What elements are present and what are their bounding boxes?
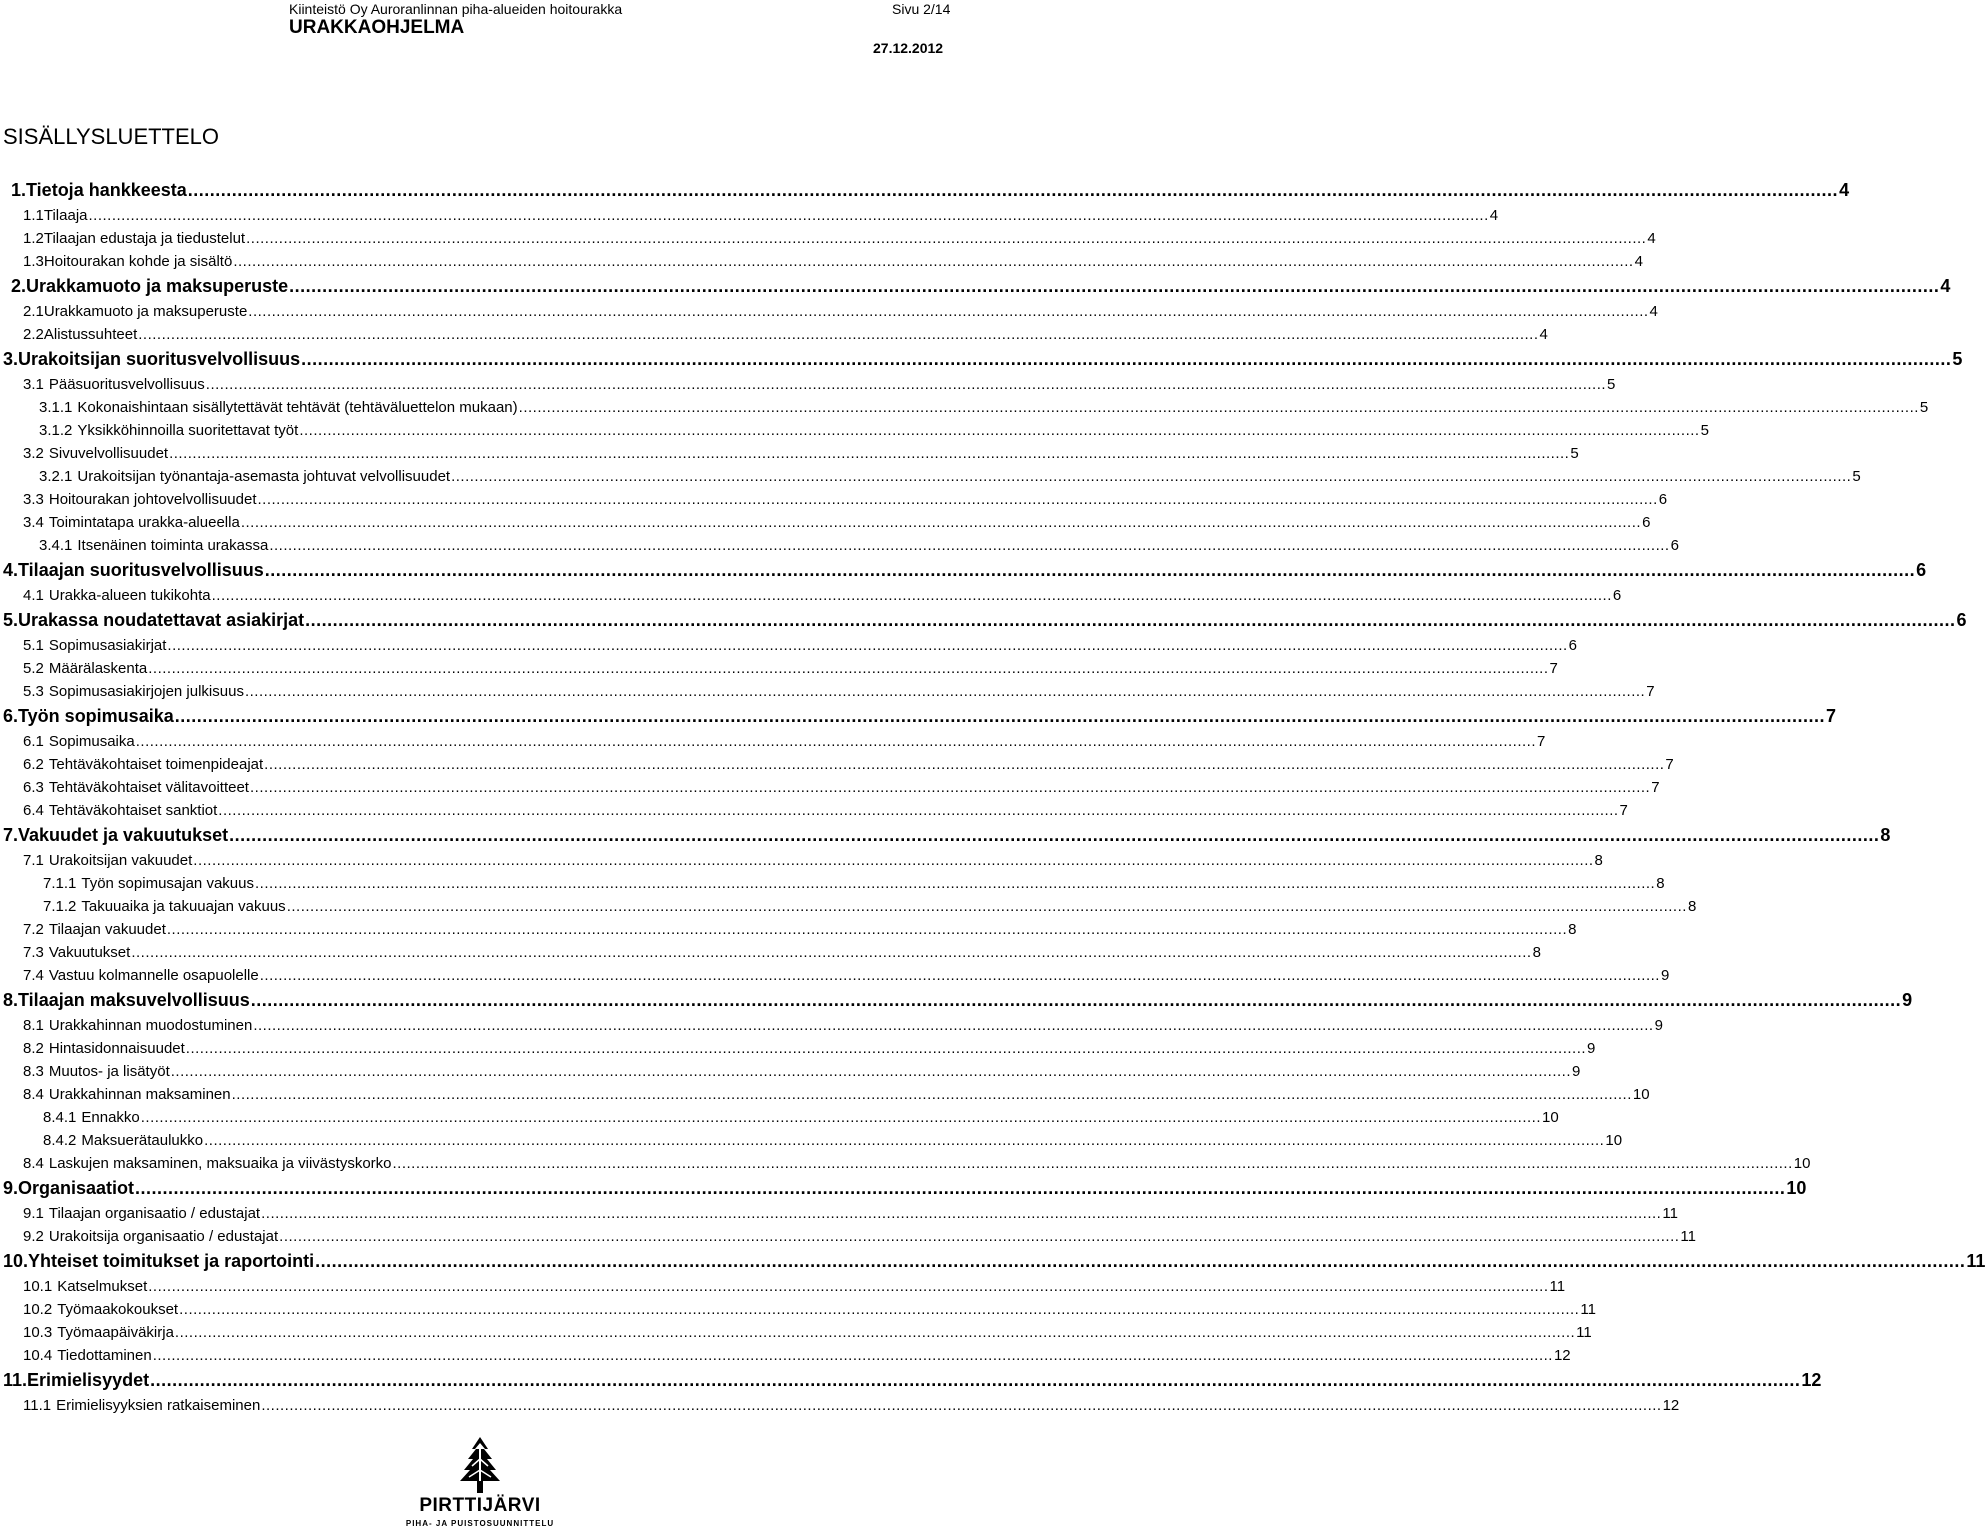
toc-entry-page: 9: [1654, 1017, 1663, 1034]
toc-entry-number: 3.4: [23, 514, 44, 531]
toc-entry-number: 7.3: [23, 944, 44, 961]
toc-dot-leader: ............................................................................................................................................................................................................................................................................................................: [392, 1155, 1793, 1172]
toc-entry-page: 8: [1880, 825, 1891, 845]
toc-dot-leader: ............................................................................................................................................................................................................................................................................................................: [246, 230, 1647, 247]
toc-entry-text: Yhteiset toimitukset ja raportointi: [28, 1251, 315, 1271]
toc-dot-leader: ............................................................................................................................................................................................................................................................................................................: [185, 1040, 1587, 1057]
toc-entry-page: 4: [1489, 207, 1499, 224]
toc-entry-text: Urakkahinnan maksaminen: [48, 1086, 231, 1103]
toc-entry-number: 5.2: [23, 660, 44, 677]
toc-entry[interactable]: [3, 348, 1963, 370]
toc-entry[interactable]: [23, 659, 1558, 678]
header-date: 27.12.2012: [873, 40, 944, 56]
toc-entry-text: Tilaajan maksuvelvollisuus: [18, 990, 250, 1010]
toc-entry-text: Työn sopimusajan vakuus: [81, 875, 254, 892]
toc-entry[interactable]: [3, 989, 1913, 1011]
company-logo: [400, 1435, 560, 1531]
toc-dot-leader: ............................................................................................................................................................................................................................................................................................................: [264, 560, 1916, 580]
toc-dot-leader: ............................................................................................................................................................................................................................................................................................................: [179, 1301, 1580, 1318]
toc-entry-text: Maksuerätaulukko: [81, 1132, 204, 1149]
toc-entry-page: 12: [1662, 1397, 1680, 1414]
toc-entry-number: 6.4: [23, 802, 44, 819]
toc-dot-leader: ............................................................................................................................................................................................................................................................................................................: [253, 1017, 1654, 1034]
toc-entry-number: 3.: [3, 349, 19, 369]
toc-entry[interactable]: [23, 513, 1651, 532]
toc-entry-page: 4: [1649, 303, 1658, 320]
toc-dot-leader: ............................................................................................................................................................................................................................................................................................................: [254, 875, 1656, 892]
toc-entry[interactable]: [43, 897, 1697, 916]
toc-entry-number: 8.4.2: [43, 1132, 77, 1149]
toc-entry-text: Takuuaika ja takuuajan vakuus: [81, 898, 286, 915]
toc-entry-page: 5: [1952, 349, 1963, 369]
toc-entry-text: Sivuvelvollisuudet: [48, 445, 169, 462]
header-page-number: Sivu 2/14: [892, 1, 951, 17]
toc-entry-page: 8: [1594, 852, 1603, 869]
toc-entry[interactable]: [23, 1300, 1596, 1319]
toc-entry-number: 6.3: [23, 779, 44, 796]
toc-entry[interactable]: [23, 1396, 1680, 1415]
toc-dot-leader: ............................................................................................................................................................................................................................................................................................................: [301, 349, 1952, 369]
toc-dot-leader: ............................................................................................................................................................................................................................................................................................................: [169, 445, 1570, 462]
toc-entry[interactable]: [23, 1227, 1696, 1246]
toc-entry-page: 10: [1542, 1109, 1559, 1126]
toc-entry-page: 7: [1826, 706, 1837, 726]
toc-entry[interactable]: [43, 874, 1665, 893]
toc-entry-page: 7: [1619, 802, 1628, 819]
toc-entry-number: 8.: [3, 990, 19, 1010]
toc-entry-text: Urakoitsijan vakuudet: [48, 852, 193, 869]
toc-entry-number: 8.4: [23, 1155, 44, 1172]
toc-entry-text: Tehtäväkohtaiset sanktiot: [48, 802, 218, 819]
toc-entry-page: 6: [1670, 537, 1679, 554]
toc-entry-number: 6.2: [23, 756, 44, 773]
toc-entry-number: 4.1: [23, 587, 44, 604]
toc-entry[interactable]: [23, 586, 1622, 605]
toc-entry-text: Laskujen maksaminen, maksuaika ja viivästyskorko: [48, 1155, 392, 1172]
toc-dot-leader: ............................................................................................................................................................................................................................................................................................................: [518, 399, 1919, 416]
toc-entry[interactable]: [11, 179, 1850, 201]
toc-entry-page: 5: [1852, 468, 1861, 485]
toc-entry-page: 6: [1568, 637, 1577, 654]
toc-entry[interactable]: [3, 609, 1967, 631]
toc-entry-page: 8: [1687, 898, 1697, 915]
toc-entry-number: 8.3: [23, 1063, 44, 1080]
toc-entry-number: 4.: [3, 560, 19, 580]
toc-entry-page: 4: [1647, 230, 1656, 247]
toc-entry-page: 8: [1656, 875, 1665, 892]
toc-entry-page: 7: [1537, 733, 1546, 750]
toc-entry-number: 7.4: [23, 967, 44, 984]
toc-entry-text: Sopimusasiakirjat: [48, 637, 167, 654]
toc-entry-page: 4: [1634, 253, 1643, 270]
toc-entry[interactable]: [23, 851, 1603, 870]
toc-dot-leader: ............................................................................................................................................................................................................................................................................................................: [135, 733, 1536, 750]
toc-entry-page: 11: [1662, 1205, 1678, 1222]
toc-entry-text: Tilaajan edustaja ja tiedustelut: [43, 230, 246, 247]
toc-dot-leader: ............................................................................................................................................................................................................................................................................................................: [150, 1370, 1801, 1390]
toc-dot-leader: ............................................................................................................................................................................................................................................................................................................: [286, 898, 1687, 915]
toc-entry[interactable]: [3, 1369, 1822, 1391]
toc-entry-text: Urakoitsija organisaatio / edustajat: [48, 1228, 279, 1245]
toc-entry[interactable]: [23, 1016, 1663, 1035]
toc-dot-leader: ............................................................................................................................................................................................................................................................................................................: [279, 1228, 1680, 1245]
toc-entry-text: Tilaajan vakuudet: [48, 921, 166, 938]
toc-entry-page: 6: [1658, 491, 1668, 508]
toc-entry-page: 9: [1902, 990, 1913, 1010]
toc-entry[interactable]: [23, 1204, 1678, 1223]
toc-dot-leader: ............................................................................................................................................................................................................................................................................................................: [167, 637, 1568, 654]
toc-entry-page: 5: [1700, 422, 1709, 439]
toc-entry-number: 3.2.1: [39, 468, 73, 485]
toc-dot-leader: ............................................................................................................................................................................................................................................................................................................: [315, 1251, 1966, 1271]
toc-entry-number: 2.: [11, 276, 27, 296]
toc-entry-page: 7: [1646, 683, 1655, 700]
toc-entry-text: Ennakko: [81, 1109, 140, 1126]
toc-entry-text: Urakkamuoto ja maksuperuste: [26, 276, 289, 296]
toc-entry-number: 3.3: [23, 491, 44, 508]
toc-entry-page: 7: [1549, 660, 1558, 677]
toc-entry-number: 2.2: [23, 326, 44, 343]
toc-entry[interactable]: [23, 325, 1548, 344]
toc-entry[interactable]: [23, 444, 1579, 463]
header-program-title: URAKKAOHJELMA: [289, 17, 465, 38]
toc-entry[interactable]: [23, 1062, 1581, 1081]
toc-entry-number: 7.: [3, 825, 19, 845]
toc-entry[interactable]: [43, 1131, 1623, 1150]
toc-entry-text: Vakuudet ja vakuutukset: [18, 825, 229, 845]
toc-entry-page: 6: [1642, 514, 1651, 531]
toc-entry[interactable]: [39, 467, 1861, 486]
toc-dot-leader: ............................................................................................................................................................................................................................................................................................................: [451, 468, 1852, 485]
toc-dot-leader: ............................................................................................................................................................................................................................................................................................................: [248, 303, 1649, 320]
toc-entry[interactable]: [23, 682, 1655, 701]
toc-entry-number: 7.1.2: [43, 898, 77, 915]
toc-dot-leader: ............................................................................................................................................................................................................................................................................................................: [135, 1178, 1786, 1198]
toc-entry-text: Tilaajan organisaatio / edustajat: [48, 1205, 261, 1222]
toc-dot-leader: ............................................................................................................................................................................................................................................................................................................: [148, 660, 1549, 677]
toc-entry-page: 9: [1660, 967, 1670, 984]
toc-entry-page: 6: [1956, 610, 1967, 630]
toc-entry-page: 11: [1680, 1228, 1696, 1245]
toc-entry-number: 8.4: [23, 1086, 44, 1103]
toc-dot-leader: ............................................................................................................................................................................................................................................................................................................: [218, 802, 1619, 819]
toc-entry-text: Pääsuoritusvelvollisuus: [48, 376, 205, 393]
toc-entry[interactable]: [3, 1177, 1807, 1199]
toc-entry[interactable]: [23, 252, 1643, 271]
logo-name: PIRTTIJÄRVI: [419, 1495, 541, 1516]
toc-entry-page: 4: [1940, 276, 1951, 296]
toc-entry-text: Tilaaja: [43, 207, 88, 224]
toc-entry-number: 9.1: [23, 1205, 44, 1222]
toc-entry-page: 4: [1839, 180, 1850, 200]
toc-dot-leader: ............................................................................................................................................................................................................................................................................................................: [148, 1278, 1549, 1295]
toc-entry-text: Hintasidonnaisuudet: [48, 1040, 185, 1057]
toc-entry[interactable]: [39, 536, 1679, 555]
toc-dot-leader: ............................................................................................................................................................................................................................................................................................................: [174, 1324, 1576, 1341]
toc-entry-text: Työmaapäiväkirja: [57, 1324, 174, 1341]
toc-entry-text: Alistussuhteet: [43, 326, 138, 343]
toc-dot-leader: ............................................................................................................................................................................................................................................................................................................: [138, 326, 1539, 343]
toc-entry-number: 8.4.1: [43, 1109, 77, 1126]
toc-dot-leader: ............................................................................................................................................................................................................................................................................................................: [174, 706, 1826, 726]
toc-dot-leader: ............................................................................................................................................................................................................................................................................................................: [269, 537, 1670, 554]
toc-dot-leader: ............................................................................................................................................................................................................................................................................................................: [261, 1397, 1662, 1414]
header-company: Kiinteistö Oy Auroranlinnan piha-alueiden hoitourakka: [289, 1, 623, 17]
toc-entry[interactable]: [3, 559, 1927, 581]
toc-title: SISÄLLYSLUETTELO: [3, 124, 220, 149]
toc-entry[interactable]: [3, 1250, 1985, 1272]
toc-entry[interactable]: [23, 778, 1660, 797]
toc-entry-number: 10.1: [23, 1278, 53, 1295]
toc-dot-leader: ............................................................................................................................................................................................................................................................................................................: [257, 491, 1658, 508]
toc-entry-page: 7: [1665, 756, 1674, 773]
toc-dot-leader: ............................................................................................................................................................................................................................................................................................................: [289, 276, 1940, 296]
toc-dot-leader: ............................................................................................................................................................................................................................................................................................................: [240, 514, 1642, 531]
toc-entry-number: 7.2: [23, 921, 44, 938]
toc-dot-leader: ............................................................................................................................................................................................................................................................................................................: [211, 587, 1612, 604]
toc-entry-page: 5: [1607, 376, 1616, 393]
toc-entry-page: 10: [1793, 1155, 1811, 1172]
toc-entry[interactable]: [23, 206, 1499, 225]
toc-entry-number: 1.2: [23, 230, 44, 247]
toc-entry-number: 9.2: [23, 1228, 44, 1245]
toc-entry-page: 5: [1570, 445, 1579, 462]
toc-dot-leader: ............................................................................................................................................................................................................................................................................................................: [259, 967, 1660, 984]
toc-entry-number: 3.4.1: [39, 537, 73, 554]
toc-entry-page: 10: [1786, 1178, 1807, 1198]
toc-entry[interactable]: [23, 1039, 1596, 1058]
toc-entry-page: 10: [1632, 1086, 1650, 1103]
toc-dot-leader: ............................................................................................................................................................................................................................................................................................................: [261, 1205, 1662, 1222]
toc-entry-page: 4: [1539, 326, 1548, 343]
toc-entry[interactable]: [23, 490, 1668, 509]
toc-entry-number: 3.2: [23, 445, 44, 462]
logo-subtitle: PIHA- JA PUISTOSUUNNITTELU: [405, 1519, 555, 1528]
toc-entry[interactable]: [23, 375, 1616, 394]
toc-entry-text: Sopimusaika: [48, 733, 135, 750]
toc-entry-page: 7: [1651, 779, 1660, 796]
toc-dot-leader: ............................................................................................................................................................................................................................................................................................................: [250, 990, 1902, 1010]
toc-entry[interactable]: [3, 824, 1891, 846]
toc-entry-page: 6: [1916, 560, 1927, 580]
toc-entry-number: 2.1: [23, 303, 44, 320]
toc-entry-number: 1.3: [23, 253, 44, 270]
toc-dot-leader: ............................................................................................................................................................................................................................................................................................................: [166, 921, 1568, 938]
toc-entry[interactable]: [39, 398, 1929, 417]
toc-entry-number: 7.1: [23, 852, 44, 869]
toc-entry-page: 11: [1576, 1324, 1592, 1341]
toc-entry-text: Erimielisyydet: [27, 1370, 150, 1390]
toc-entry-page: 10: [1605, 1132, 1623, 1149]
toc-dot-leader: ............................................................................................................................................................................................................................................................................................................: [305, 610, 1956, 630]
toc-entry[interactable]: [23, 1346, 1571, 1365]
toc-entry-page: 12: [1553, 1347, 1571, 1364]
toc-entry-page: 12: [1801, 1370, 1822, 1390]
toc-entry-number: 7.1.1: [43, 875, 77, 892]
toc-entry[interactable]: [23, 1277, 1566, 1296]
toc-entry-number: 10.3: [23, 1324, 53, 1341]
toc-entry[interactable]: [23, 943, 1541, 962]
toc-entry-page: 8: [1568, 921, 1577, 938]
toc-entry-page: 9: [1572, 1063, 1581, 1080]
toc-entry[interactable]: [23, 966, 1670, 985]
spruce-tree-icon: [400, 1435, 560, 1495]
toc-entry-text: Hoitourakan kohde ja sisältö: [43, 253, 233, 270]
toc-entry-page: 8: [1532, 944, 1541, 961]
toc-entry-number: 5.1: [23, 637, 44, 654]
toc-entry-text: Urakassa noudatettavat asiakirjat: [18, 610, 305, 630]
toc-entry[interactable]: [23, 755, 1674, 774]
toc-entry-number: 6.1: [23, 733, 44, 750]
toc-dot-leader: ............................................................................................................................................................................................................................................................................................................: [249, 779, 1651, 796]
toc-entry-page: 11: [1966, 1251, 1985, 1271]
toc-entry-number: 10.: [3, 1251, 29, 1271]
toc-dot-leader: ............................................................................................................................................................................................................................................................................................................: [233, 253, 1634, 270]
toc-dot-leader: ............................................................................................................................................................................................................................................................................................................: [264, 756, 1665, 773]
toc-entry-number: 11.1: [23, 1397, 52, 1414]
toc-entry-number: 1.1: [23, 207, 44, 224]
toc-dot-leader: ............................................................................................................................................................................................................................................................................................................: [131, 944, 1532, 961]
toc-entry-text: Urakkamuoto ja maksuperuste: [43, 303, 248, 320]
toc-entry[interactable]: [23, 801, 1628, 820]
toc-entry-page: 6: [1612, 587, 1622, 604]
toc-entry-number: 10.2: [23, 1301, 53, 1318]
toc-entry-text: Määrälaskenta: [48, 660, 148, 677]
toc-entry[interactable]: [23, 1085, 1650, 1104]
toc-entry[interactable]: [3, 705, 1837, 727]
toc-entry[interactable]: [23, 732, 1546, 751]
toc-entry-text: Yksikköhinnoilla suoritettavat työt: [77, 422, 299, 439]
toc-entry-page: 9: [1587, 1040, 1596, 1057]
toc-entry-text: Tiedottaminen: [57, 1347, 152, 1364]
toc-entry-number: 8.1: [23, 1017, 44, 1034]
toc-entry-text: Työmaakokoukset: [57, 1301, 179, 1318]
toc-entry-text: Kokonaishintaan sisällytettävät tehtävät (tehtäväluettelon mukaan): [77, 399, 518, 416]
toc-dot-leader: ............................................................................................................................................................................................................................................................................................................: [170, 1063, 1571, 1080]
toc-entry-page: 5: [1919, 399, 1929, 416]
toc-entry-text: Itsenäinen toiminta urakassa: [77, 537, 269, 554]
toc-entry-text: Urakkahinnan muodostuminen: [48, 1017, 253, 1034]
toc-dot-leader: ............................................................................................................................................................................................................................................................................................................: [205, 376, 1607, 393]
toc-dot-leader: ............................................................................................................................................................................................................................................................................................................: [152, 1347, 1553, 1364]
toc-dot-leader: ............................................................................................................................................................................................................................................................................................................: [231, 1086, 1632, 1103]
toc-dot-leader: ............................................................................................................................................................................................................................................................................................................: [140, 1109, 1541, 1126]
toc-dot-leader: ............................................................................................................................................................................................................................................................................................................: [244, 683, 1646, 700]
toc-dot-leader: ............................................................................................................................................................................................................................................................................................................: [187, 180, 1839, 200]
toc-entry[interactable]: [23, 302, 1658, 321]
toc-entry[interactable]: [23, 229, 1656, 248]
toc-entry-number: 3.1.2: [39, 422, 73, 439]
toc-dot-leader: ............................................................................................................................................................................................................................................................................................................: [204, 1132, 1605, 1149]
toc-entry-number: 6.: [3, 706, 19, 726]
toc-entry[interactable]: [39, 421, 1709, 440]
toc-dot-leader: ............................................................................................................................................................................................................................................................................................................: [193, 852, 1594, 869]
toc-entry-text: Organisaatiot: [18, 1178, 135, 1198]
toc-entry-number: 1.: [11, 180, 27, 200]
toc-entry-number: 5.: [3, 610, 19, 630]
toc-entry-text: Tehtäväkohtaiset toimenpideajat: [48, 756, 264, 773]
toc-entry[interactable]: [23, 636, 1577, 655]
toc-entry-text: Vakuutukset: [48, 944, 131, 961]
toc-dot-leader: ............................................................................................................................................................................................................................................................................................................: [229, 825, 1880, 845]
toc-entry-text: Toimintatapa urakka-alueella: [48, 514, 240, 531]
toc-entry-text: Vastuu kolmannelle osapuolelle: [48, 967, 259, 984]
toc-dot-leader: ............................................................................................................................................................................................................................................................................................................: [88, 207, 1489, 224]
toc-entry-text: Sopimusasiakirjojen julkisuus: [48, 683, 244, 700]
toc-entry-number: 3.1: [23, 376, 44, 393]
toc-dot-leader: ............................................................................................................................................................................................................................................................................................................: [299, 422, 1700, 439]
toc-entry-text: Tietoja hankkeesta: [26, 180, 187, 200]
toc-entry-number: 8.2: [23, 1040, 44, 1057]
toc-entry-text: Työn sopimusaika: [18, 706, 174, 726]
toc-entry[interactable]: [11, 275, 1951, 297]
toc-entry-number: 11.: [3, 1370, 28, 1390]
toc-entry-text: Urakoitsijan suoritusvelvollisuus: [18, 349, 301, 369]
toc-entry-text: Urakoitsijan työnantaja-asemasta johtuvat velvollisuudet: [77, 468, 451, 485]
toc-entry-text: Hoitourakan johtovelvollisuudet: [48, 491, 257, 508]
toc-entry-number: 3.1.1: [39, 399, 73, 416]
toc-entry-text: Urakka-alueen tukikohta: [48, 587, 211, 604]
toc-entry-text: Katselmukset: [57, 1278, 148, 1295]
toc-entry[interactable]: [23, 920, 1577, 939]
toc-entry-text: Muutos- ja lisätyöt: [48, 1063, 170, 1080]
toc-entry[interactable]: [43, 1108, 1559, 1127]
toc-entry[interactable]: [23, 1323, 1592, 1342]
toc-entry-page: 11: [1549, 1278, 1566, 1295]
toc-entry-text: Tilaajan suoritusvelvollisuus: [18, 560, 264, 580]
toc-entry-text: Erimielisyyksien ratkaiseminen: [56, 1397, 261, 1414]
toc-entry[interactable]: [23, 1154, 1811, 1173]
toc-entry-number: 9.: [3, 1178, 19, 1198]
toc-entry-number: 10.4: [23, 1347, 53, 1364]
toc-entry-number: 5.3: [23, 683, 44, 700]
toc-entry-page: 11: [1580, 1301, 1596, 1318]
toc-entry-text: Tehtäväkohtaiset välitavoitteet: [48, 779, 249, 796]
